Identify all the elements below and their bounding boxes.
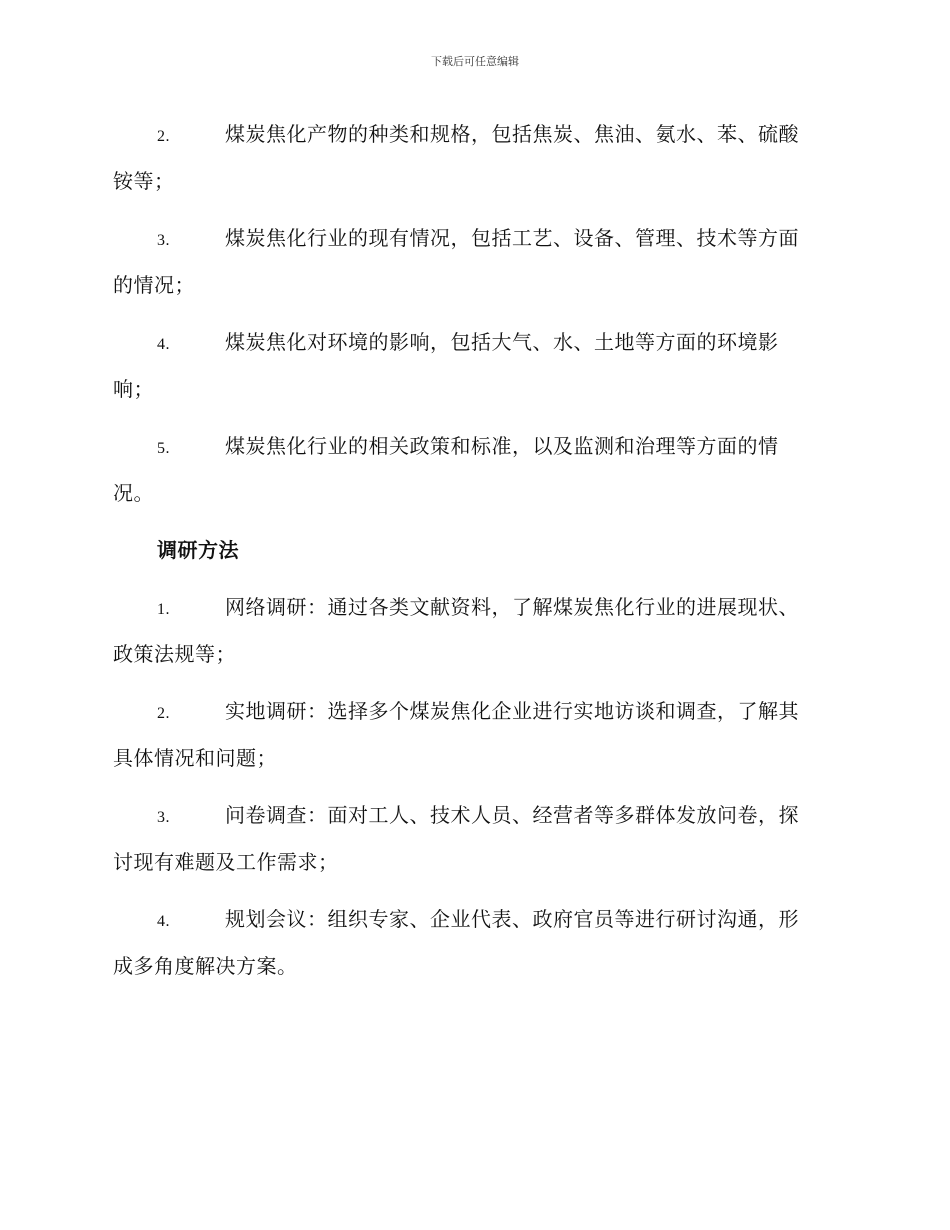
list-item-text-continued: 响；: [113, 377, 154, 401]
list-item-text-continued: 成多角度解决方案。: [113, 954, 298, 978]
list-item-number: 3.: [157, 809, 170, 826]
list-item-text: 规划会议：组织专家、企业代表、政府官员等进行研讨沟通，形: [225, 907, 799, 931]
document-body: [113, 112, 835, 1001]
list-item-text-continued: 讨现有难题及工作需求；: [113, 850, 339, 874]
list-item-text-continued: 的情况；: [113, 273, 195, 297]
list-item-number: 4.: [157, 913, 170, 930]
list-item-text-continued: 铵等；: [113, 169, 175, 193]
list-item-text: 煤炭焦化对环境的影响，包括大气、水、土地等方面的环境影: [225, 330, 779, 354]
list-item: [113, 320, 835, 412]
list-item-number: 2.: [157, 128, 170, 145]
list-item-number: 3.: [157, 232, 170, 249]
list-item-text: 煤炭焦化产物的种类和规格，包括焦炭、焦油、氨水、苯、硫酸: [225, 122, 799, 146]
list-item: [113, 897, 835, 989]
list-item-number: 5.: [157, 440, 170, 457]
list-item-text: 实地调研：选择多个煤炭焦化企业进行实地访谈和调查，了解其: [225, 699, 799, 723]
list-item-text: 网络调研：通过各类文献资料，了解煤炭焦化行业的进展现状、: [225, 595, 799, 619]
list-item: [113, 689, 835, 781]
list-item: [113, 585, 835, 677]
list-item-text-continued: 政策法规等；: [113, 642, 236, 666]
list-item: [113, 112, 835, 204]
list-item-text-continued: 具体情况和问题；: [113, 746, 277, 770]
list-item-text: 问卷调查：面对工人、技术人员、经营者等多群体发放问卷，探: [225, 803, 799, 827]
list-item: [113, 216, 835, 308]
list-item: [113, 793, 835, 885]
list-item-number: 1.: [157, 601, 170, 618]
list-item-text: 煤炭焦化行业的相关政策和标准，以及监测和治理等方面的情: [225, 434, 779, 458]
list-item-text-continued: 况。: [113, 481, 154, 505]
list-item-number: 2.: [157, 705, 170, 722]
section-heading: 调研方法: [157, 538, 239, 562]
list-item-text: 煤炭焦化行业的现有情况，包括工艺、设备、管理、技术等方面: [225, 226, 799, 250]
list-item-number: 4.: [157, 336, 170, 353]
list-item: [113, 424, 835, 516]
page-header-note: 下载后可任意编辑: [431, 55, 519, 68]
